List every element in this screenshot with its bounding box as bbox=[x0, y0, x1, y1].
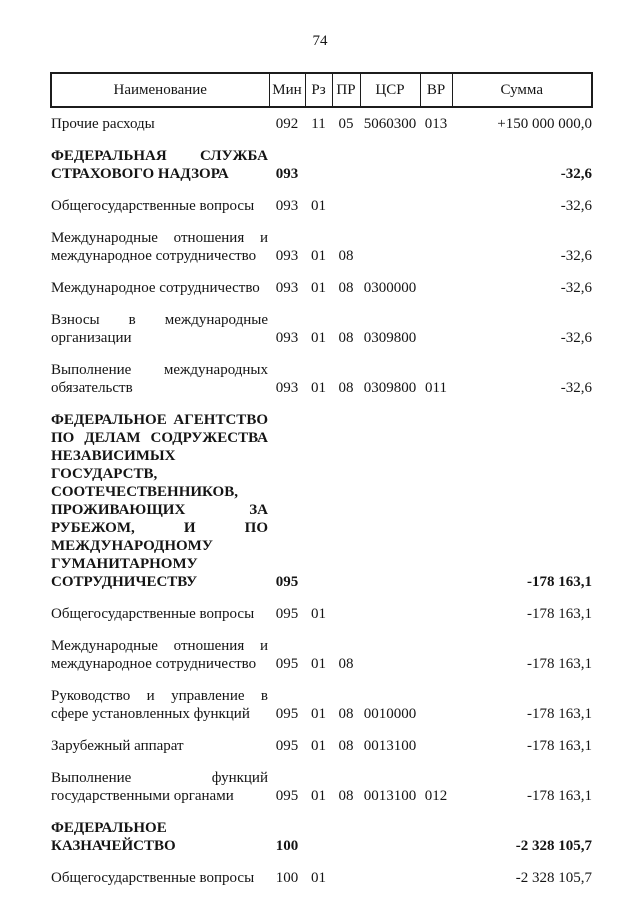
table-row bbox=[51, 605, 592, 637]
cell-pr bbox=[332, 605, 360, 637]
column-header-csr: ЦСР bbox=[360, 73, 420, 107]
cell-rz bbox=[305, 411, 332, 605]
cell-name: Прочие расходы bbox=[51, 116, 155, 132]
cell-vr: 013 bbox=[424, 116, 448, 132]
cell-min: 093 bbox=[275, 166, 299, 182]
cell-vr bbox=[420, 687, 452, 737]
cell-rz bbox=[305, 819, 332, 869]
cell-sum: -178 163,1 bbox=[527, 738, 592, 754]
cell-vr bbox=[420, 637, 452, 687]
cell-rz: 01 bbox=[311, 198, 326, 214]
cell-csr: 0010000 bbox=[363, 706, 417, 722]
cell-min: 095 bbox=[275, 788, 299, 804]
cell-rz: 01 bbox=[311, 606, 326, 622]
cell-pr: 08 bbox=[338, 706, 354, 722]
cell-csr: 0309800 bbox=[363, 380, 417, 396]
cell-csr: 0309800 bbox=[363, 330, 417, 346]
cell-min: 092 bbox=[275, 116, 299, 132]
cell-pr bbox=[332, 197, 360, 229]
cell-sum: -178 163,1 bbox=[527, 706, 592, 722]
cell-rz: 01 bbox=[311, 280, 326, 296]
cell-name: Общегосударственные вопросы bbox=[51, 606, 255, 622]
cell-min: 095 bbox=[275, 706, 299, 722]
cell-vr bbox=[420, 737, 452, 769]
cell-min: 095 bbox=[275, 738, 299, 754]
cell-csr: 0013100 bbox=[363, 738, 417, 754]
cell-pr: 08 bbox=[338, 330, 354, 346]
cell-min: 093 bbox=[275, 330, 299, 346]
table-row bbox=[51, 769, 592, 819]
cell-vr bbox=[420, 279, 452, 311]
cell-csr: 0300000 bbox=[363, 280, 417, 296]
cell-vr: 012 bbox=[424, 788, 448, 804]
cell-min: 093 bbox=[275, 198, 299, 214]
cell-rz bbox=[305, 147, 332, 197]
cell-rz: 01 bbox=[311, 870, 326, 886]
cell-name: Выполнение международных обязательств bbox=[51, 362, 268, 396]
cell-rz: 01 bbox=[311, 380, 326, 396]
cell-sum: -178 163,1 bbox=[527, 788, 592, 804]
column-header-vr: ВР bbox=[420, 73, 452, 107]
table-body bbox=[51, 107, 592, 901]
cell-name: Общегосударственные вопросы bbox=[51, 870, 255, 886]
table-row bbox=[51, 819, 592, 869]
cell-csr bbox=[360, 411, 420, 605]
cell-min: 100 bbox=[275, 870, 299, 886]
cell-vr bbox=[420, 197, 452, 229]
cell-name: ФЕДЕРАЛЬНОЕ АГЕНТСТВО ПО ДЕЛАМ СОДРУЖЕСТВА НЕЗАВИСИМЫХ ГОСУДАРСТВ, СООТЕЧЕСТВЕННИКОВ, ПРОЖИВАЮЩИХ ЗА РУБЕЖОМ, И ПО МЕЖДУНАРОДНОМУ ГУМАНИТАРНОМУ СОТРУДНИЧЕСТВУ bbox=[51, 412, 268, 590]
table-row bbox=[51, 147, 592, 197]
table-row bbox=[51, 411, 592, 605]
cell-name: Общегосударственные вопросы bbox=[51, 198, 255, 214]
cell-csr bbox=[360, 869, 420, 901]
cell-name: Международные отношения и международное сотрудничество bbox=[51, 230, 268, 264]
cell-name: ФЕДЕРАЛЬНОЕ КАЗНАЧЕЙСТВО bbox=[51, 820, 176, 854]
budget-table bbox=[50, 72, 593, 901]
table-row bbox=[51, 687, 592, 737]
cell-pr bbox=[332, 411, 360, 605]
column-header-min: Мин bbox=[269, 73, 305, 107]
table-row bbox=[51, 737, 592, 769]
cell-pr: 08 bbox=[338, 280, 354, 296]
cell-csr bbox=[360, 147, 420, 197]
cell-vr: 011 bbox=[425, 380, 447, 396]
table-row bbox=[51, 229, 592, 279]
cell-vr bbox=[420, 147, 452, 197]
cell-pr: 08 bbox=[338, 248, 354, 264]
cell-pr bbox=[332, 819, 360, 869]
cell-min: 100 bbox=[275, 838, 299, 854]
page-number: 74 bbox=[312, 33, 328, 49]
cell-vr bbox=[420, 229, 452, 279]
table-row bbox=[51, 197, 592, 229]
cell-name: Выполнение функций государственными органами bbox=[51, 770, 268, 804]
table-row bbox=[51, 279, 592, 311]
cell-sum: -32,6 bbox=[560, 330, 592, 346]
cell-vr bbox=[420, 411, 452, 605]
cell-sum: -32,6 bbox=[560, 198, 592, 214]
cell-min: 093 bbox=[275, 380, 299, 396]
cell-sum: -2 328 105,7 bbox=[515, 870, 592, 886]
cell-name: Международные отношения и международное сотрудничество bbox=[51, 638, 268, 672]
cell-name: Руководство и управление в сфере установленных функций bbox=[51, 688, 268, 722]
table-header-row bbox=[51, 73, 592, 107]
cell-name: Зарубежный аппарат bbox=[51, 738, 184, 754]
cell-min: 095 bbox=[275, 656, 299, 672]
cell-csr bbox=[360, 637, 420, 687]
column-header-rz: Рз bbox=[305, 73, 332, 107]
cell-rz: 01 bbox=[311, 706, 326, 722]
cell-min: 093 bbox=[275, 248, 299, 264]
cell-min: 095 bbox=[275, 574, 299, 590]
cell-rz: 11 bbox=[311, 116, 326, 132]
cell-vr bbox=[420, 605, 452, 637]
column-header-pr: ПР bbox=[332, 73, 360, 107]
cell-sum: -178 163,1 bbox=[527, 606, 592, 622]
cell-sum: -32,6 bbox=[560, 248, 592, 264]
cell-pr: 08 bbox=[338, 380, 354, 396]
table-header bbox=[51, 73, 592, 107]
cell-pr bbox=[332, 869, 360, 901]
column-header-sum: Сумма bbox=[452, 73, 592, 107]
table-row bbox=[51, 637, 592, 687]
cell-vr bbox=[420, 819, 452, 869]
cell-rz: 01 bbox=[311, 330, 326, 346]
table-row bbox=[51, 869, 592, 901]
cell-pr: 08 bbox=[338, 738, 354, 754]
cell-sum: -178 163,1 bbox=[527, 656, 592, 672]
cell-csr: 5060300 bbox=[363, 116, 417, 132]
cell-min: 093 bbox=[275, 280, 299, 296]
cell-name: Взносы в международные организации bbox=[51, 312, 268, 346]
cell-sum: -32,6 bbox=[560, 280, 592, 296]
cell-vr bbox=[420, 869, 452, 901]
cell-rz: 01 bbox=[311, 248, 326, 264]
column-header-name: Наименование bbox=[51, 73, 269, 107]
cell-pr: 05 bbox=[338, 116, 354, 132]
cell-sum: +150 000 000,0 bbox=[497, 116, 592, 132]
cell-csr bbox=[360, 197, 420, 229]
cell-csr: 0013100 bbox=[363, 788, 417, 804]
cell-csr bbox=[360, 819, 420, 869]
cell-rz: 01 bbox=[311, 656, 326, 672]
cell-name: ФЕДЕРАЛЬНАЯ СЛУЖБА СТРАХОВОГО НАДЗОРА bbox=[51, 148, 268, 182]
cell-csr bbox=[360, 605, 420, 637]
cell-csr bbox=[360, 229, 420, 279]
cell-rz: 01 bbox=[311, 738, 326, 754]
cell-sum: -2 328 105,7 bbox=[515, 838, 592, 854]
table-row bbox=[51, 311, 592, 361]
cell-pr: 08 bbox=[338, 656, 354, 672]
cell-pr: 08 bbox=[338, 788, 354, 804]
cell-vr bbox=[420, 311, 452, 361]
cell-rz: 01 bbox=[311, 788, 326, 804]
table-row bbox=[51, 107, 592, 147]
cell-name: Международное сотрудничество bbox=[51, 280, 260, 296]
table-row bbox=[51, 361, 592, 411]
cell-sum: -178 163,1 bbox=[527, 574, 592, 590]
cell-sum: -32,6 bbox=[560, 166, 592, 182]
cell-sum: -32,6 bbox=[560, 380, 592, 396]
cell-pr bbox=[332, 147, 360, 197]
cell-min: 095 bbox=[275, 606, 299, 622]
